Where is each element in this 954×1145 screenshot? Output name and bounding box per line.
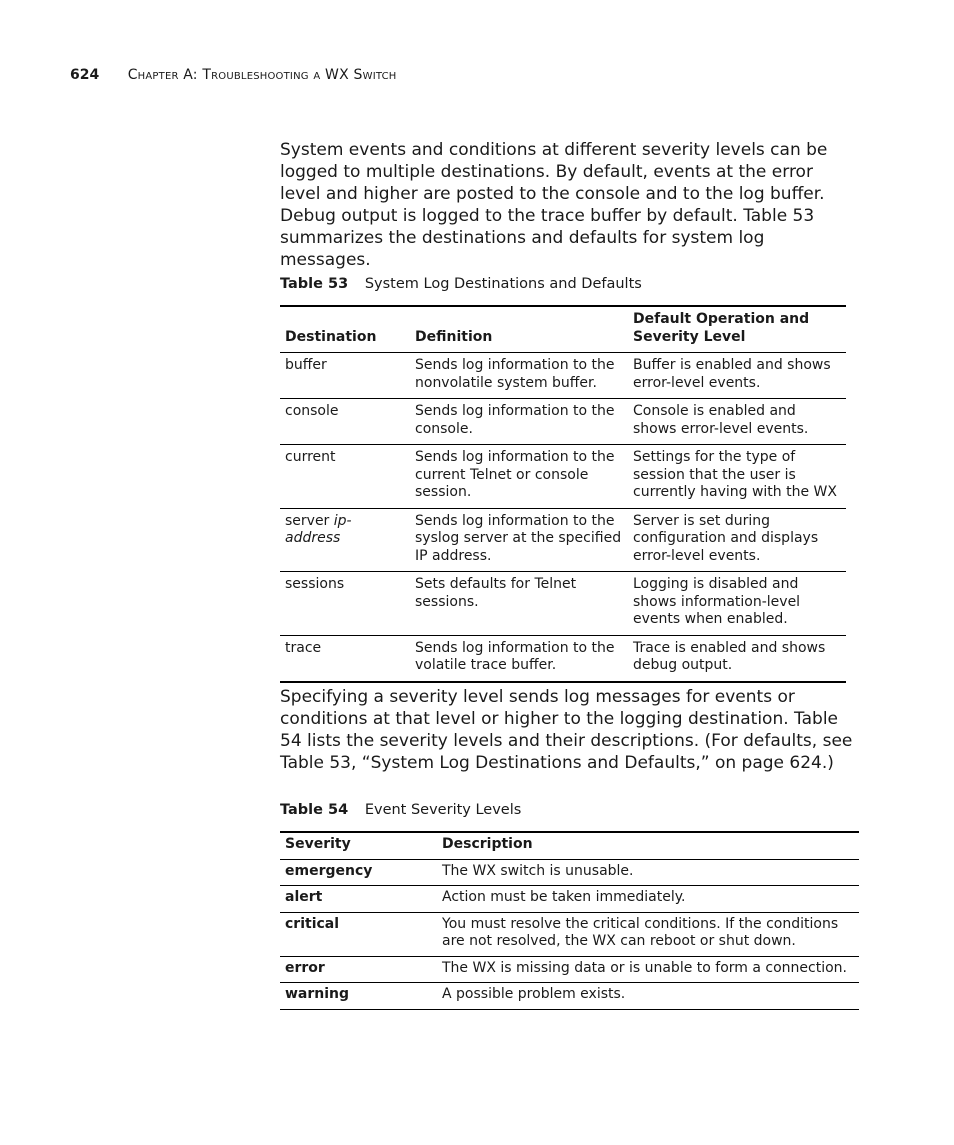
severity-cell: alert <box>285 889 323 905</box>
column-header-description: Description <box>442 836 533 852</box>
table-row <box>280 572 846 636</box>
destination-cell: console <box>285 403 339 419</box>
page-header <box>70 67 397 83</box>
severity-cell: error <box>285 959 325 976</box>
destination-cell: server ip-address <box>285 512 352 546</box>
column-header-destination: Destination <box>285 328 377 345</box>
default-cell: Settings for the type of session that the user is currently having with the WX <box>633 449 837 500</box>
description-cell: Action must be taken immediately. <box>442 889 686 905</box>
chapter-title: Chapter A: Troubleshooting a WX Switch <box>127 67 397 83</box>
table-header-row <box>280 832 859 859</box>
table-row <box>280 956 859 983</box>
default-cell: Trace is enabled and shows debug output. <box>633 639 826 673</box>
default-cell: Server is set during configuration and displays error-level events. <box>633 512 819 564</box>
description-cell: You must resolve the critical conditions. If the conditions are not resolved, the WX can reboot or shut down. <box>442 915 839 949</box>
table-row <box>280 886 859 913</box>
description-cell: The WX switch is unusable. <box>442 862 634 879</box>
definition-cell: Sends log information to the volatile trace buffer. <box>415 639 615 673</box>
table-54-caption <box>280 802 521 818</box>
definition-cell: Sends log information to the syslog server at the specified IP address. <box>415 512 622 564</box>
severity-cell: critical <box>285 915 340 932</box>
severity-paragraph: Specifying a severity level sends log messages for events or conditions at that level or higher to the logging destination. Table 54 lists the severity levels and their descriptions. (For defaults, see Table 53, “System Log Destinations and Defaults,” on page 624.) <box>280 687 853 773</box>
definition-cell: Sends log information to the console. <box>415 403 615 437</box>
destination-parameter: ip-address <box>285 512 352 546</box>
table-54-number: Table 54 <box>280 802 349 818</box>
default-cell: Buffer is enabled and shows error-level events. <box>633 357 831 391</box>
description-cell: The WX is missing data or is unable to form a connection. <box>442 959 847 976</box>
table-row <box>280 353 846 399</box>
log-destinations-table <box>280 305 846 683</box>
table-row <box>280 445 846 509</box>
table-53-caption <box>280 276 642 292</box>
table-row <box>280 508 846 572</box>
severity-levels-table <box>280 831 859 1010</box>
table-54-title: Event Severity Levels <box>364 802 522 818</box>
column-header-definition: Definition <box>415 328 493 345</box>
definition-cell: Sends log information to the nonvolatile system buffer. <box>415 357 615 391</box>
destination-cell: buffer <box>285 357 327 373</box>
table-53-number: Table 53 <box>280 276 349 292</box>
destination-cell: sessions <box>285 576 345 592</box>
table-row <box>280 983 859 1010</box>
intro-paragraph: System events and conditions at different severity levels can be logged to multiple destinations. By default, events at the error level and higher are posted to the console and to the log buffer. Debug output is logged to the trace buffer by default. Table 53 summarizes the destinations and defaults for system log messages. <box>280 140 828 270</box>
table-row <box>280 912 859 956</box>
description-cell: A possible problem exists. <box>442 986 626 1002</box>
default-cell: Console is enabled and shows error-level events. <box>633 403 809 437</box>
table-row <box>280 399 846 445</box>
destination-cell: trace <box>285 639 322 656</box>
table-row <box>280 635 846 682</box>
default-cell: Logging is disabled and shows information-level events when enabled. <box>633 576 801 627</box>
column-header-default: Default Operation and Severity Level <box>633 311 810 345</box>
table-53-title: System Log Destinations and Defaults <box>364 276 642 292</box>
column-header-severity: Severity <box>285 836 351 852</box>
definition-cell: Sends log information to the current Telnet or console session. <box>415 449 615 500</box>
page-number: 624 <box>70 67 100 83</box>
destination-cell: current <box>285 449 336 465</box>
severity-cell: warning <box>285 986 350 1002</box>
severity-cell: emergency <box>285 862 373 879</box>
table-row <box>280 859 859 886</box>
definition-cell: Sets defaults for Telnet sessions. <box>415 576 577 610</box>
table-header-row <box>280 306 846 353</box>
